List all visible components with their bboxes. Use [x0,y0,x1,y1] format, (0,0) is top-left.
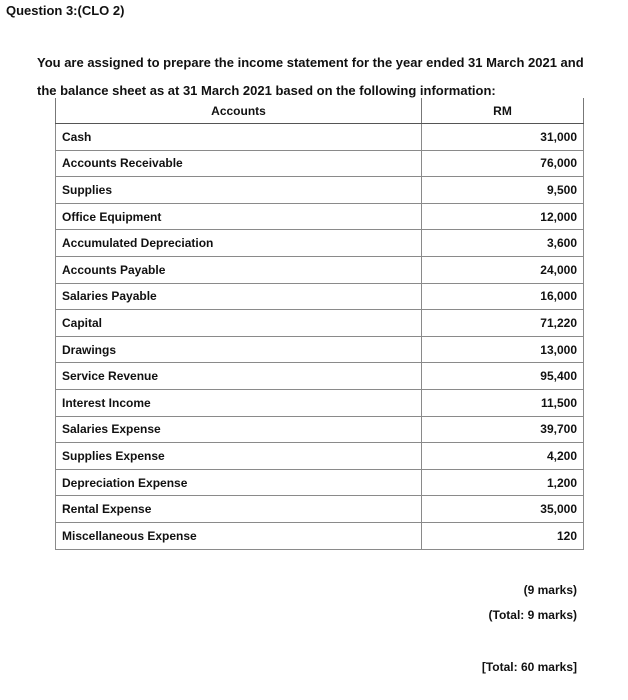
account-name: Accounts Payable [56,256,422,283]
account-amount: 4,200 [422,443,584,470]
table-row [56,496,584,523]
account-amount: 11,500 [422,389,584,416]
account-amount: 24,000 [422,256,584,283]
table-row [56,203,584,230]
instructions-line-1: You are assigned to prepare the income statement for the year ended 31 March 2021 and [37,55,584,70]
account-name: Salaries Expense [56,416,422,443]
table-row [56,230,584,257]
accounts-column-header: Accounts [56,98,422,124]
accounts-table [55,98,584,550]
table-row [56,124,584,151]
account-amount: 9,500 [422,177,584,204]
account-name: Capital [56,310,422,337]
account-amount: 71,220 [422,310,584,337]
account-name: Supplies Expense [56,443,422,470]
table-row [56,310,584,337]
account-amount: 3,600 [422,230,584,257]
account-amount: 1,200 [422,469,584,496]
account-name: Miscellaneous Expense [56,522,422,549]
table-row [56,522,584,549]
question-marks: (9 marks) [523,583,577,597]
account-amount: 12,000 [422,203,584,230]
table-row [56,469,584,496]
account-amount: 16,000 [422,283,584,310]
account-amount: 13,000 [422,336,584,363]
account-name: Salaries Payable [56,283,422,310]
account-name: Accumulated Depreciation [56,230,422,257]
table-row [56,256,584,283]
account-name: Office Equipment [56,203,422,230]
table-row [56,150,584,177]
account-amount: 35,000 [422,496,584,523]
account-name: Depreciation Expense [56,469,422,496]
table-row [56,283,584,310]
account-name: Service Revenue [56,363,422,390]
account-amount: 95,400 [422,363,584,390]
account-amount: 31,000 [422,124,584,151]
table-row [56,389,584,416]
question-title: Question 3:(CLO 2) [6,3,125,18]
paper-total-marks: [Total: 60 marks] [481,660,577,674]
account-amount: 120 [422,522,584,549]
table-header-row [56,98,584,124]
table-row [56,416,584,443]
table-row [56,336,584,363]
account-name: Supplies [56,177,422,204]
table-row [56,177,584,204]
account-name: Rental Expense [56,496,422,523]
table-row [56,363,584,390]
table-row [56,443,584,470]
account-amount: 76,000 [422,150,584,177]
instructions-line-2: the balance sheet as at 31 March 2021 based on the following information: [37,83,496,98]
question-instructions [37,49,597,105]
account-name: Interest Income [56,389,422,416]
account-name: Accounts Receivable [56,150,422,177]
amount-column-header: RM [422,98,584,124]
account-name: Cash [56,124,422,151]
account-amount: 39,700 [422,416,584,443]
account-name: Drawings [56,336,422,363]
question-total-marks: (Total: 9 marks) [488,608,577,622]
accounts-table-body [56,124,584,550]
